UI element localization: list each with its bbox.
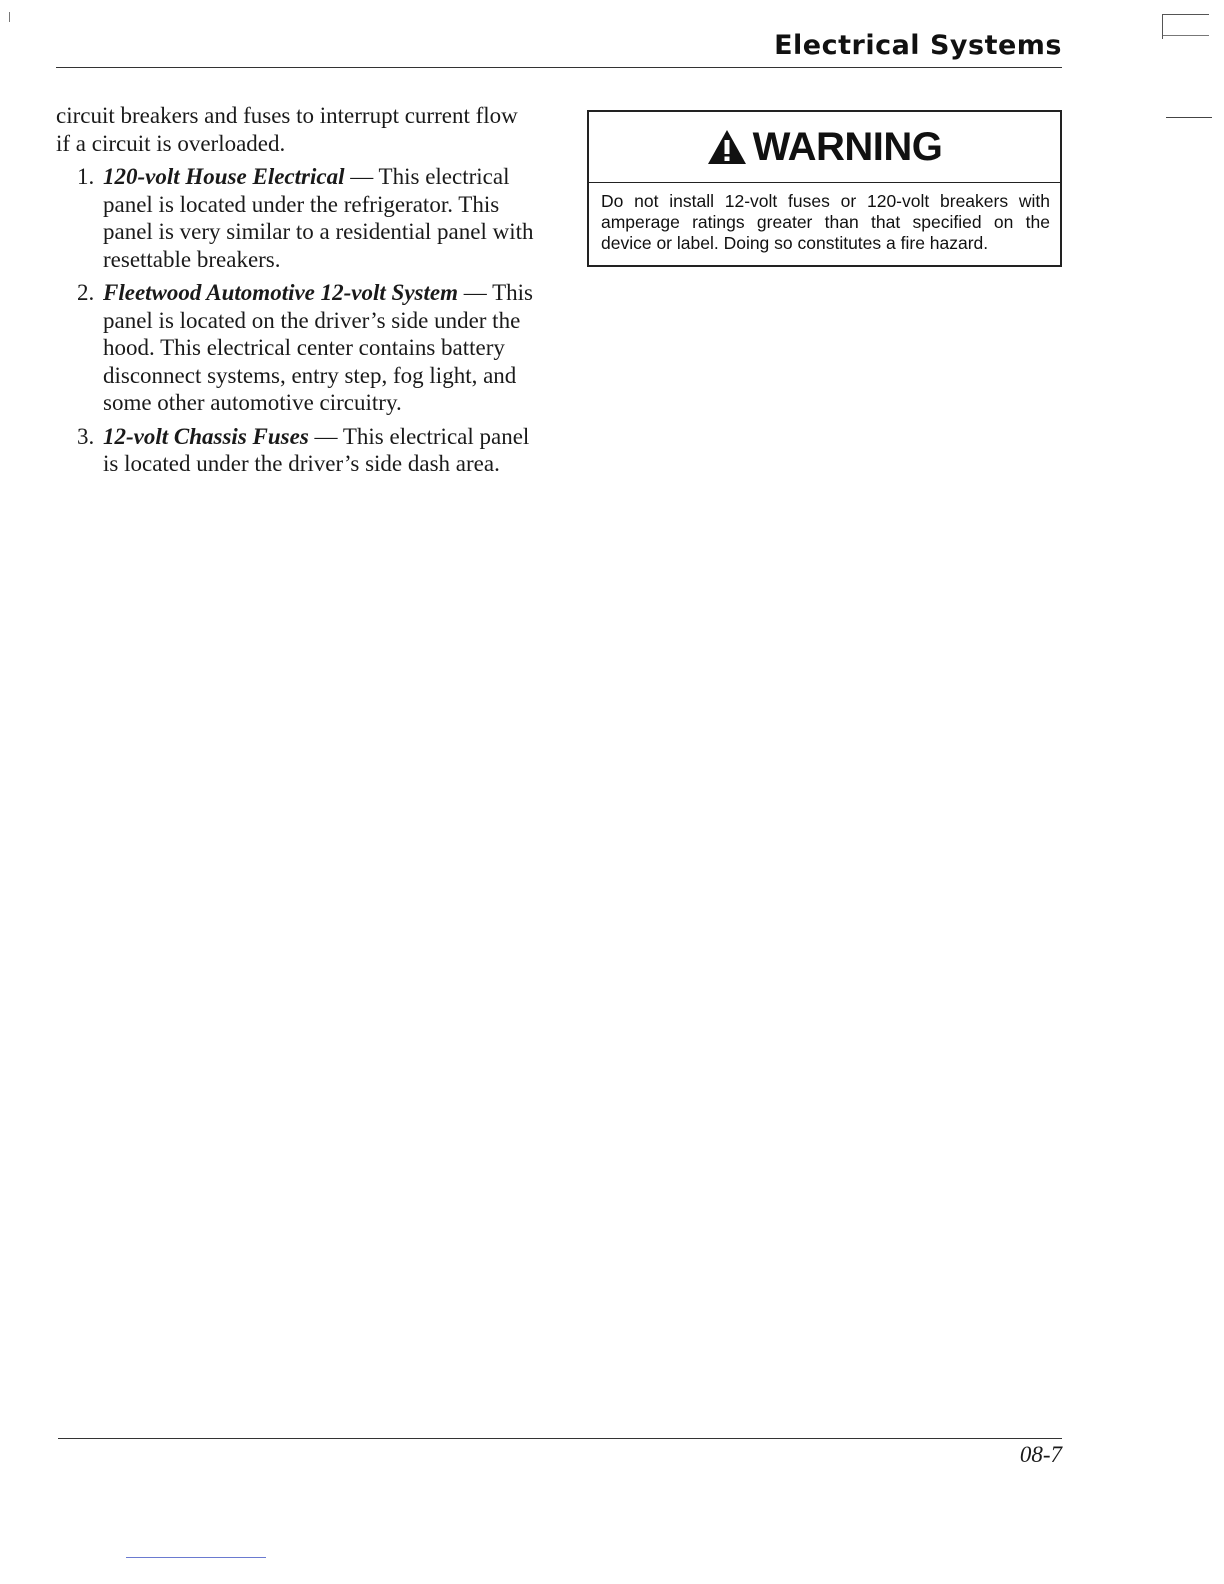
list-item-text: — This panel is located on the driver’s side under the hood. This electrical center contains battery disconnect systems, entry step, fog light, and some other automotive circuitry. [103,280,533,415]
list-item-title: 120-volt House Electrical [103,164,345,189]
list-item-text: — This electrical panel is located under the refrigerator. This panel is very similar to a residential panel with resettable breakers. [103,164,534,272]
intro-paragraph: circuit breakers and fuses to interrupt current flow if a circuit is overloaded. [56,103,518,156]
corner-registration-mark [1162,14,1209,39]
warning-title: WARNING [752,124,943,169]
warning-box [587,110,1062,267]
header-divider [56,67,1062,68]
list-item-number: 1. [77,164,95,189]
margin-rule [1166,117,1212,118]
warning-body: Do not install 12-volt fuses or 120-volt breakers with amperage ratings greater than that specified on the device or label. Doing so constitutes a fire hazard. [601,191,1050,253]
list-item-text: — This electrical panel is located under the driver’s side dash area. [103,423,530,476]
list-item [56,279,534,417]
warning-header [589,112,1060,183]
page-number: 08-7 [1019,1442,1062,1467]
list-item [56,163,534,273]
page-header-title: Electrical Systems [774,30,1062,61]
panel-list [56,163,534,478]
warning-triangle-icon [707,129,747,165]
list-item-number: 3. [77,423,95,449]
list-item-number: 2. [77,280,95,305]
list-item [56,423,534,478]
list-item-title: Fleetwood Automotive 12-volt System [103,280,458,305]
list-item-title: 12-volt Chassis Fuses [103,423,309,449]
bottom-edge-line [126,1557,266,1558]
scan-tick-mark [9,12,10,22]
body-column [56,102,534,484]
footer-divider [58,1438,1062,1439]
